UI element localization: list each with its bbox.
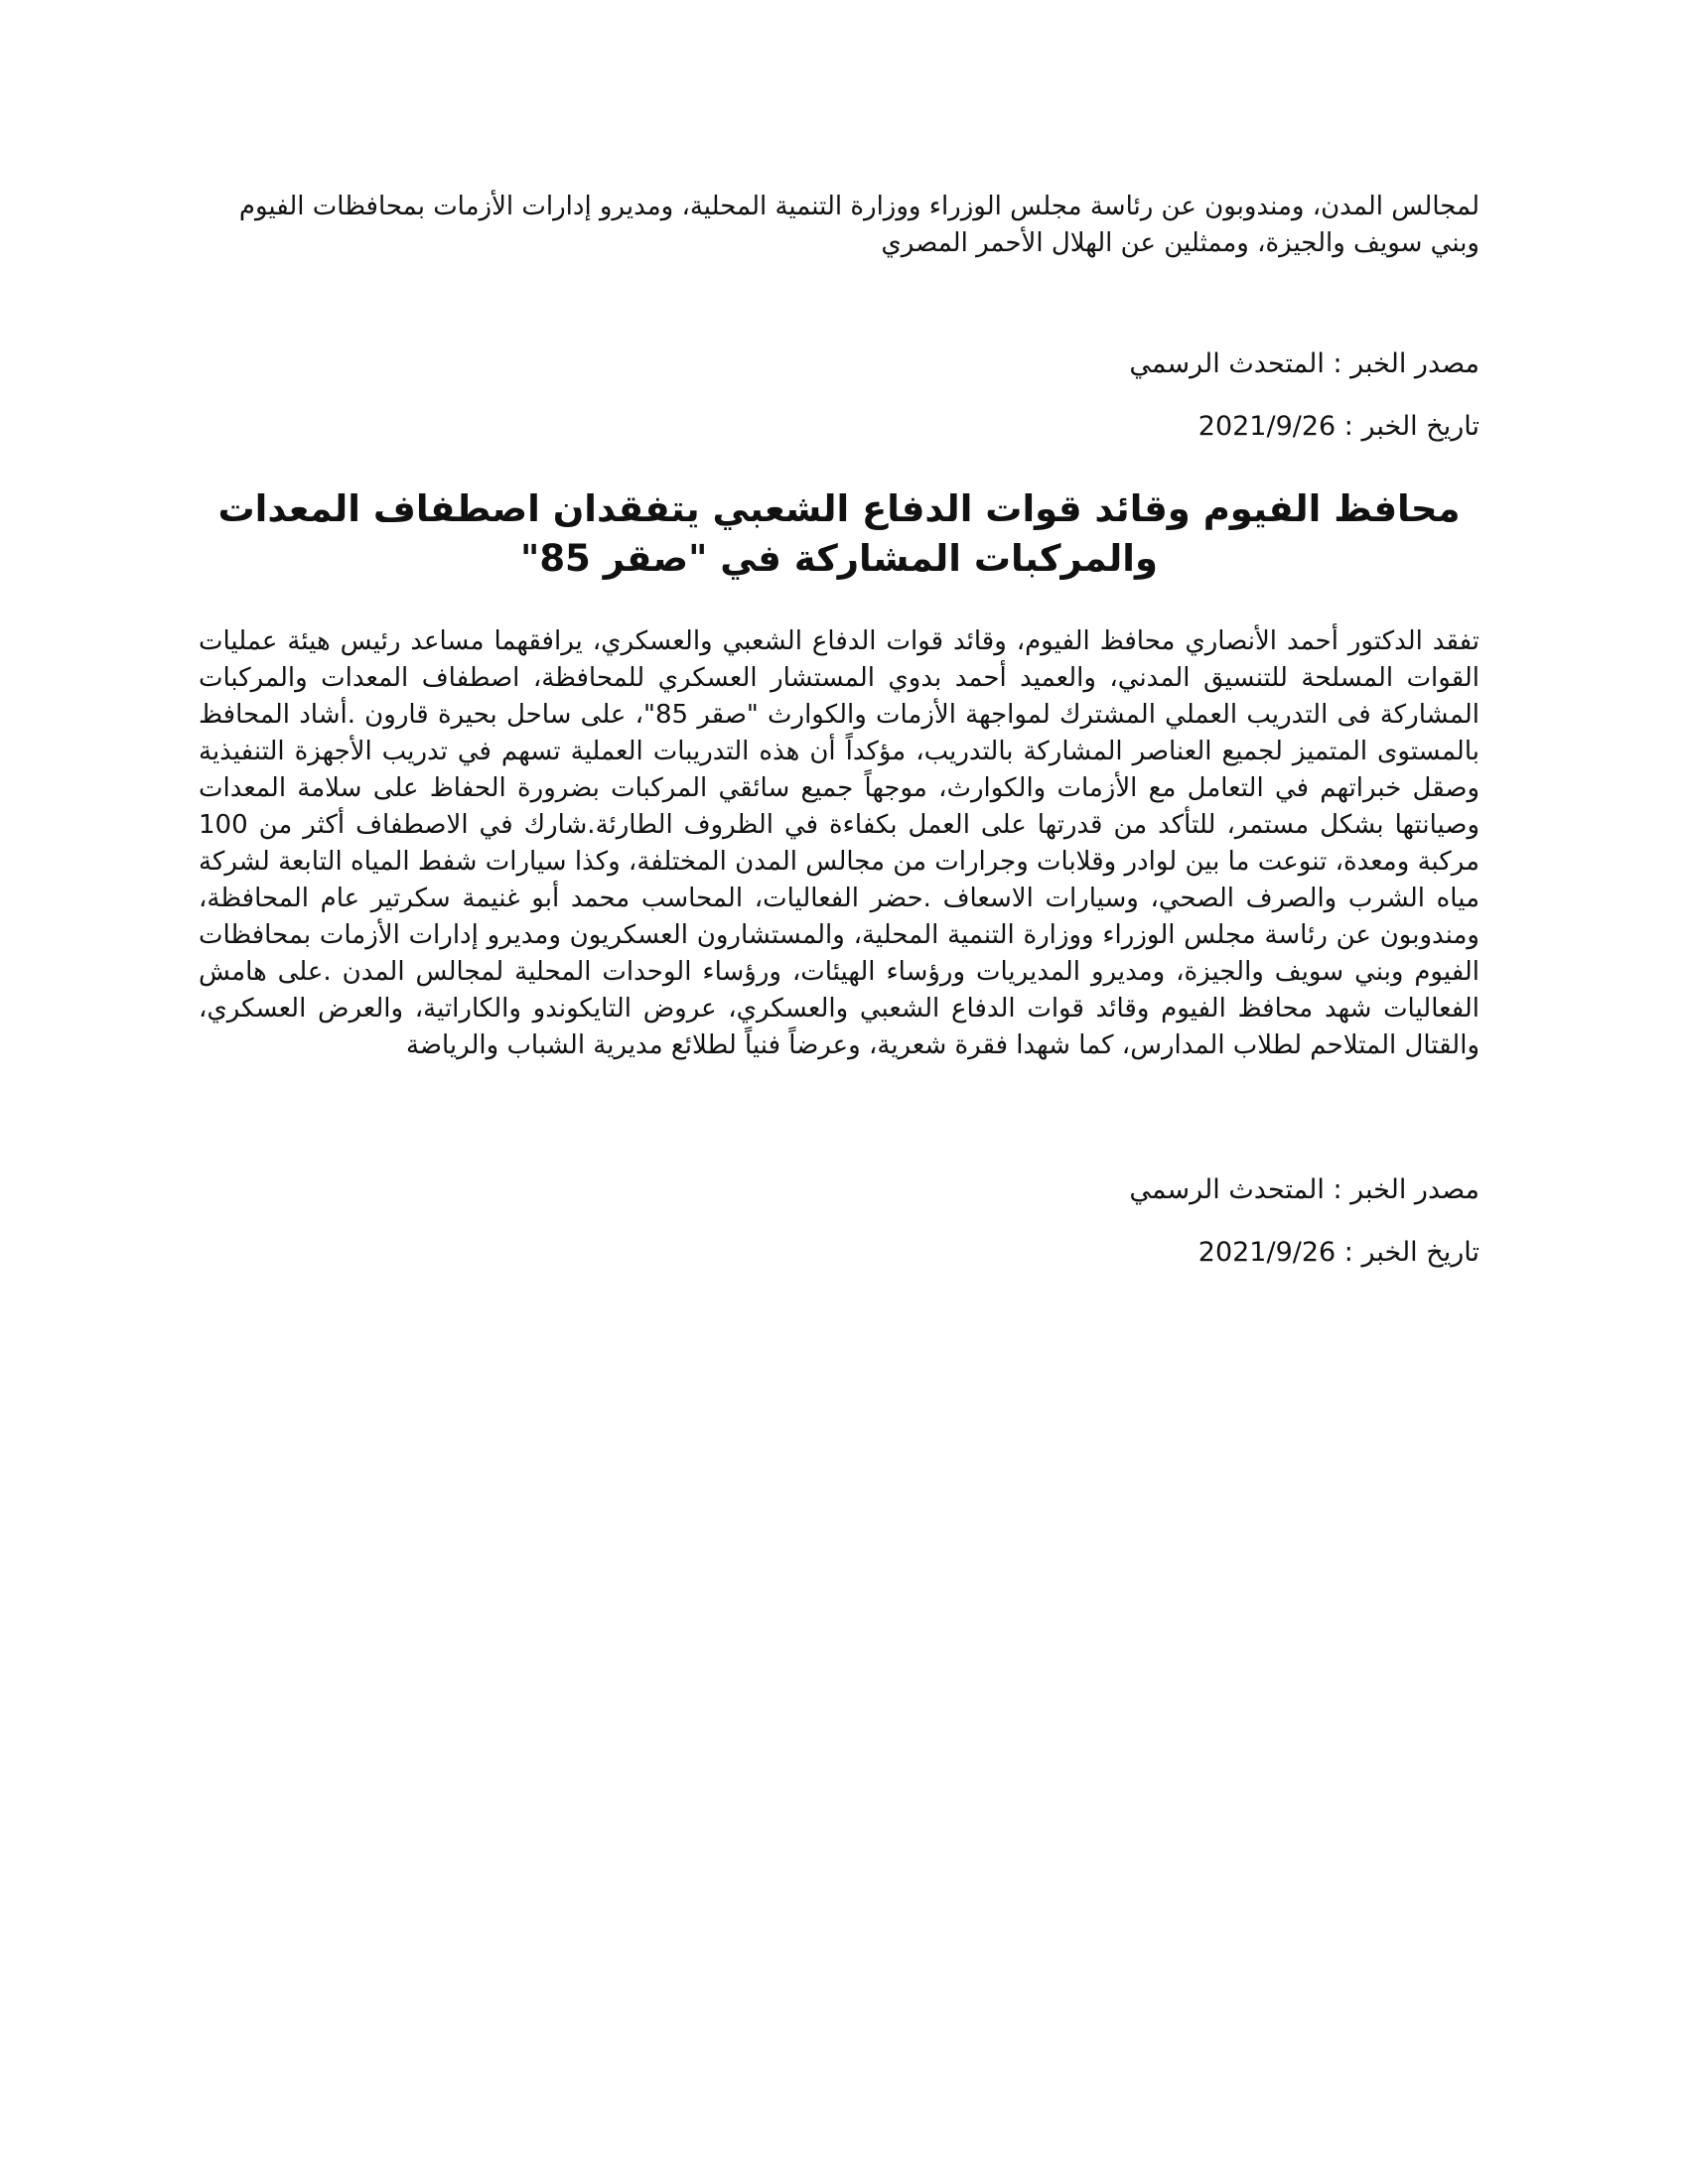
spacer bbox=[199, 1064, 1479, 1171]
spacer bbox=[199, 445, 1479, 484]
document-page bbox=[199, 189, 1479, 1271]
spacer bbox=[199, 262, 1479, 345]
intro-paragraph: لمجالس المدن، ومندوبون عن رئاسة مجلس الوزراء ووزارة التنمية المحلية، ومديرو إدارات الأزمات بمحافظات الفيوم وبني سويف والجيزة، وممثلين عن الهلال الأحمر المصري bbox=[238, 192, 1479, 258]
spacer bbox=[199, 584, 1479, 623]
news-date-line-bottom: تاريخ الخبر : 2021/9/26 bbox=[1197, 1237, 1479, 1268]
article-headline: محافظ الفيوم وقائد قوات الدفاع الشعبي يتفقدان اصطفاف المعدات والمركبات المشاركة في "صقر 85" bbox=[217, 487, 1461, 580]
spacer bbox=[199, 382, 1479, 408]
spacer bbox=[199, 1208, 1479, 1234]
news-source-line-bottom: مصدر الخبر : المتحدث الرسمي bbox=[1129, 1174, 1479, 1205]
article-body: تفقد الدكتور أحمد الأنصاري محافظ الفيوم، وقائد قوات الدفاع الشعبي والعسكري، يرافقهما مساعد رئيس هيئة عمليات القوات المسلحة للتنسيق المدني، والعميد أحمد بدوي المستشار العسكري للمحافظة، اصطفاف المعدات والمركبات المشاركة فى التدريب العملي المشترك لمواجهة الأزمات والكوارث "صقر 85"، على ساحل بحيرة قارون .أشاد المحافظ بالمستوى المتميز لجميع العناصر المشاركة بالتدريب، مؤكداً أن هذه التدريبات العملية تسهم في تدريب الأجهزة التنفيذية وصقل خبراتهم في التعامل مع الأزمات والكوارث، موجهاً جميع سائقي المركبات بضرورة الحفاظ على سلامة المعدات وصيانتها بشكل مستمر، للتأكد من قدرتها على العمل بكفاءة في الظروف الطارئة.شارك في الاصطفاف أكثر من 100 مركبة ومعدة، تنوعت ما بين لوادر وقلابات وجرارات من مجالس المدن المختلفة، وكذا سيارات شفط المياه التابعة لشركة مياه الشرب والصرف الصحي، وسيارات الاسعاف .حضر الفعاليات، المحاسب محمد أبو غنيمة سكرتير عام المحافظة، ومندوبون عن رئاسة مجلس الوزراء ووزارة التنمية المحلية، والمستشارون العسكريون ومديرو إدارات الأزمات بمحافظات الفيوم وبني سويف والجيزة، ومديرو المديريات ورؤساء الهيئات، ورؤساء الوحدات المحلية لمجالس المدن .على هامش الفعاليات شهد محافظ الفيوم وقائد قوات الدفاع الشعبي والعسكري، عروض التايكوندو والكاراتية، والعرض العسكري، والقتال المتلاحم لطلاب المدارس، كما شهدا فقرة شعرية، وعرضاً فنياً لطلائع مديرية الشباب والرياضة bbox=[199, 626, 1480, 1060]
news-source-line: مصدر الخبر : المتحدث الرسمي bbox=[1129, 348, 1479, 379]
news-date-line: تاريخ الخبر : 2021/9/26 bbox=[1197, 411, 1479, 442]
